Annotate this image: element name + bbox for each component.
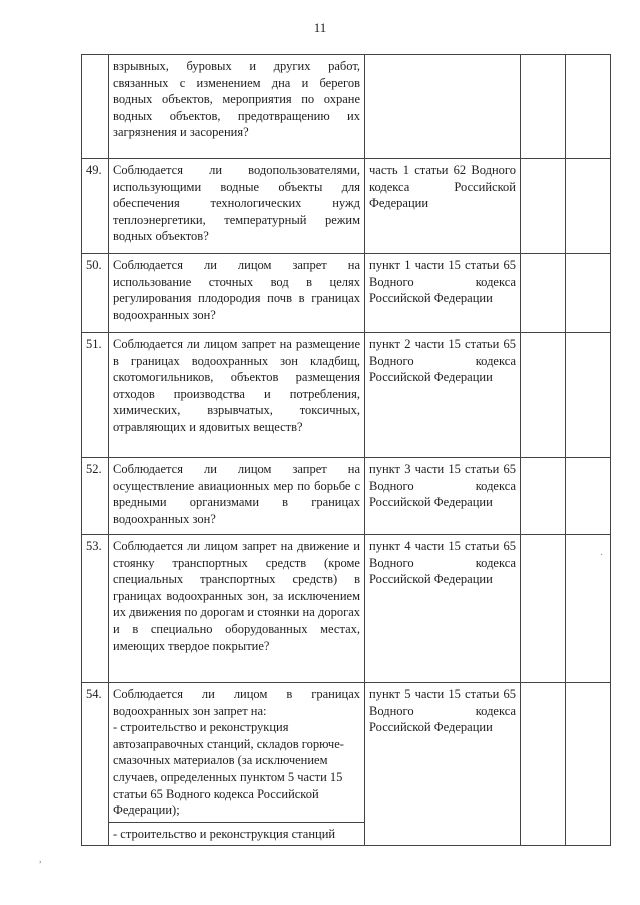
answer-cell <box>521 333 566 458</box>
row-number: 49. <box>82 159 109 254</box>
table-row <box>82 159 611 254</box>
row-number <box>82 55 109 159</box>
row-number: 53. <box>82 535 109 683</box>
answer-cell <box>521 535 566 683</box>
note-cell <box>566 458 611 535</box>
prohibition-item: - строительство и реконструкция автозаправочных станций, складов горюче-смазочных материалов (за исключением случаев, определенных пунктом 5 части 15 статьи 65 Водного кодекса Российской Федерации); <box>113 720 344 818</box>
legal-reference: часть 1 статьи 62 Водного кодекса Российской Федерации <box>365 159 521 254</box>
requirement-question: Соблюдается ли водопользователями, использующими водные объекты для обеспечения технологических нужд теплоэнергетики, температурный режим водных объектов? <box>109 159 365 254</box>
requirement-question <box>109 683 365 823</box>
table-row <box>82 683 611 823</box>
legal-reference: пункт 3 части 15 статьи 65 Водного кодекса Российской Федерации <box>365 458 521 535</box>
note-cell <box>566 55 611 159</box>
page-number: 11 <box>313 20 327 35</box>
answer-cell <box>521 55 566 159</box>
table-row <box>82 458 611 535</box>
row-number: 54. <box>82 683 109 846</box>
answer-cell <box>521 458 566 535</box>
note-cell <box>566 333 611 458</box>
scan-mark: · <box>600 550 604 561</box>
table-row <box>82 254 611 333</box>
row-number: 50. <box>82 254 109 333</box>
answer-cell <box>521 683 566 846</box>
question-intro: Соблюдается ли лицом в границах водоохранных зон запрет на: <box>113 687 360 718</box>
table-row <box>82 55 611 159</box>
requirement-question: взрывных, буровых и других работ, связанных с изменением дна и берегов водных объектов, мероприятия по охране водных объектов, предотвращению их загрязнения и засорения? <box>109 55 365 159</box>
note-cell <box>566 159 611 254</box>
legal-reference: пункт 5 части 15 статьи 65 Водного кодекса Российской Федерации <box>365 683 521 846</box>
note-cell <box>566 683 611 846</box>
requirement-question: Соблюдается ли лицом запрет на использование сточных вод в целях регулирования плодородия почв в границах водоохранных зон? <box>109 254 365 333</box>
scan-mark: , <box>39 854 42 865</box>
row-number: 52. <box>82 458 109 535</box>
note-cell <box>566 254 611 333</box>
checklist-table <box>81 54 611 846</box>
legal-reference: пункт 4 части 15 статьи 65 Водного кодекса Российской Федерации <box>365 535 521 683</box>
requirement-question: Соблюдается ли лицом запрет на осуществление авиационных мер по борьбе с вредными организмами в границах водоохранных зон? <box>109 458 365 535</box>
table-row <box>82 535 611 683</box>
legal-reference <box>365 55 521 159</box>
requirement-question: Соблюдается ли лицом запрет на движение и стоянку транспортных средств (кроме специальных транспортных средств) в границах водоохранных зон, за исключением их движения по дорогам и стоянки на дорогах и в специально оборудованных местах, имеющих твердое покрытие? <box>109 535 365 683</box>
requirement-question: Соблюдается ли лицом запрет на размещение в границах водоохранных зон кладбищ, скотомогильников, объектов размещения отходов производства и потребления, химических, взрывчатых, токсичных, отравляющих и ядовитых веществ? <box>109 333 365 458</box>
table-row <box>82 333 611 458</box>
legal-reference: пункт 1 части 15 статьи 65 Водного кодекса Российской Федерации <box>365 254 521 333</box>
answer-cell <box>521 159 566 254</box>
prohibition-item: - строительство и реконструкция станций <box>109 822 365 846</box>
row-number: 51. <box>82 333 109 458</box>
note-cell <box>566 535 611 683</box>
legal-reference: пункт 2 части 15 статьи 65 Водного кодекса Российской Федерации <box>365 333 521 458</box>
answer-cell <box>521 254 566 333</box>
